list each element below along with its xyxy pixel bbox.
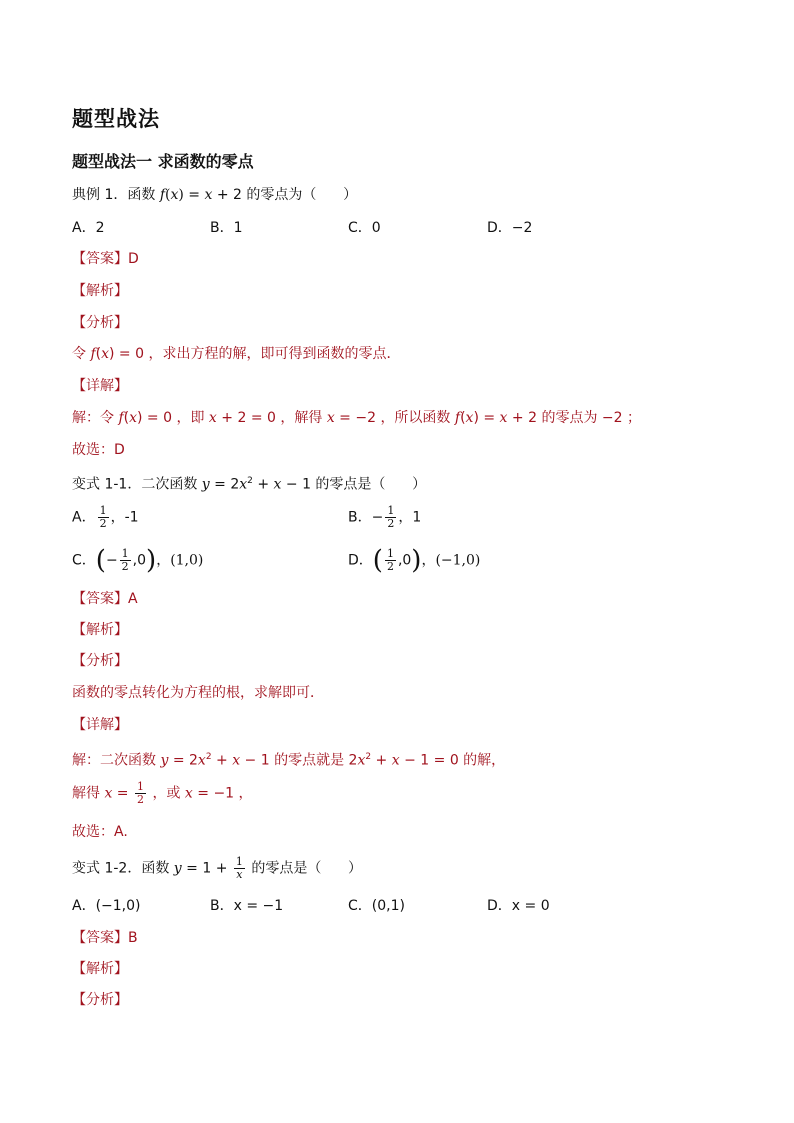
q1-answer: 【答案】D bbox=[72, 251, 139, 267]
q1-fenxi-tag: 【分析】 bbox=[72, 315, 128, 331]
question-3-stem: 变式 1-2．函数 y = 1 + $\frac{1}{x}$ 的零点是（ ） bbox=[72, 855, 363, 881]
q2-option-a: A． $\frac{1}{2}$ ，-1 bbox=[72, 504, 139, 530]
q1-analysis: 令 f(x) = 0 ，求出方程的解，即可得到函数的零点． bbox=[72, 346, 401, 362]
q2-solution-line2: 解得 x = $\frac{1}{2}$ ，或 x = −1 ， bbox=[72, 780, 253, 806]
q1-option-d: D．−2 bbox=[487, 220, 533, 236]
q1-option-c: C．0 bbox=[348, 220, 381, 236]
q2-analysis: 函数的零点转化为方程的根，求解即可． bbox=[72, 685, 324, 701]
q3-fenxi-tag: 【分析】 bbox=[72, 992, 128, 1008]
section-heading: 题型战法一 求函数的零点 bbox=[72, 152, 254, 171]
q1-option-b: B．1 bbox=[210, 220, 243, 236]
q3-option-c: C．(0,1) bbox=[348, 898, 405, 914]
q2-option-d: D．( $\frac{1}{2}$ ,0)，(−1,0) bbox=[348, 545, 481, 576]
q2-solution-line1: 解：二次函数 $y = 2x^2 + x - 1$ 的零点就是 $2x^2 + x - 1 = 0$ 的解， bbox=[72, 752, 506, 769]
q1-choice: 故选：D bbox=[72, 442, 125, 458]
q2-xiangjie-tag: 【详解】 bbox=[72, 717, 128, 733]
q3-jiexi-tag: 【解析】 bbox=[72, 961, 128, 977]
q2-option-b: B．− $\frac{1}{2}$ ，1 bbox=[348, 504, 422, 530]
q3-answer: 【答案】B bbox=[72, 930, 138, 946]
question-2-stem: 变式 1-1．二次函数 $y = 2x^2 + x - 1$ 的零点是（ ） bbox=[72, 476, 427, 493]
question-1-stem: 典例 1．函数 f(x) = x + 2 的零点为（ ） bbox=[72, 187, 358, 203]
q3-option-b: B．x = −1 bbox=[210, 898, 284, 914]
q2-jiexi-tag: 【解析】 bbox=[72, 622, 128, 638]
q2-option-c: C．(− $\frac{1}{2}$ ,0)，(1,0) bbox=[72, 545, 204, 576]
q1-jiexi-tag: 【解析】 bbox=[72, 283, 128, 299]
q2-answer: 【答案】A bbox=[72, 591, 138, 607]
q3-option-d: D．x = 0 bbox=[487, 898, 550, 914]
q2-choice: 故选：A. bbox=[72, 824, 128, 840]
q2-fenxi-tag: 【分析】 bbox=[72, 653, 128, 669]
q1-solution: 解：令 f(x) = 0 ，即 x + 2 = 0 ，解得 x = −2 ，所以函数 f(x) = x + 2 的零点为 −2 ； bbox=[72, 410, 641, 426]
q3-option-a: A．(−1,0) bbox=[72, 898, 141, 914]
q1-option-a: A．2 bbox=[72, 220, 105, 236]
page-title: 题型战法 bbox=[72, 107, 160, 131]
q1-xiangjie-tag: 【详解】 bbox=[72, 378, 128, 394]
